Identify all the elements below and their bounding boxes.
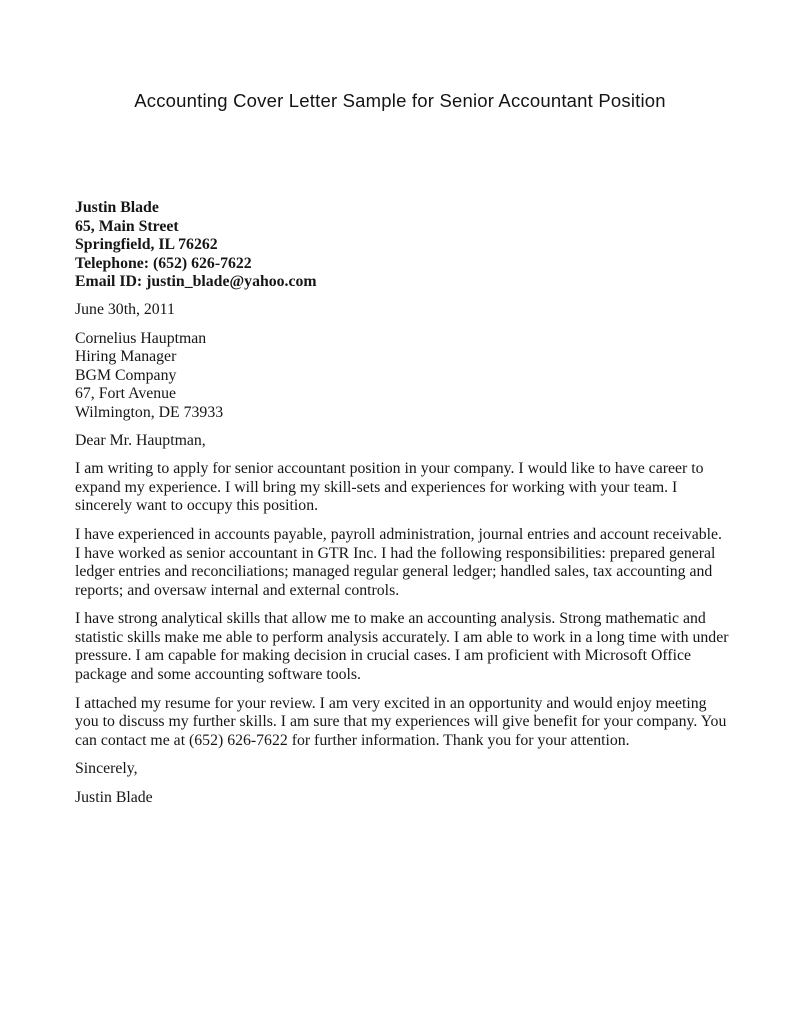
recipient-address-line1: 67, Fort Avenue — [75, 385, 177, 403]
recipient-company: BGM Company — [75, 366, 177, 384]
sender-block — [75, 199, 730, 292]
letter-date: June 30th, 2011 — [75, 300, 175, 318]
page-title: Accounting Cover Letter Sample for Senior Accountant Position — [134, 90, 666, 111]
letter-body — [0, 199, 800, 808]
body-paragraph-4: I attached my resume for your review. I am very excited in an opportunity and would enjoy meeting you to discuss my further skills. I am sure that my experiences will give benefit for your company. You can contact me at (652) 626-7622 for further information. Thank you for your attention. — [75, 694, 727, 749]
sender-email: Email ID: justin_blade@yahoo.com — [75, 273, 317, 291]
signature: Justin Blade — [75, 789, 153, 807]
sender-name: Justin Blade — [75, 199, 159, 216]
salutation: Dear Mr. Hauptman, — [75, 431, 206, 449]
body-paragraph-3: I have strong analytical skills that allow me to make an accounting analysis. Strong mathematic and statistic skills make me able to perform analysis accurately. I am able to work in a long time with under pressure. I am capable for making decision in crucial cases. I am proficient with Microsoft Office package and some accounting software tools. — [75, 610, 729, 684]
closing: Sincerely, — [75, 760, 138, 778]
recipient-name: Cornelius Hauptman — [75, 329, 207, 347]
body-paragraph-2: I have experienced in accounts payable, payroll administration, journal entries and account receivable. I have worked as senior accountant in GTR Inc. I had the following responsibilities: prepared general ledger entries and reconciliations; managed regular general ledger; handled sales, tax accounting and reports; and oversaw internal and external controls. — [75, 525, 722, 599]
sender-telephone: Telephone: (652) 626-7622 — [75, 254, 252, 272]
sender-address-line1: 65, Main Street — [75, 217, 179, 235]
body-paragraph-1: I am writing to apply for senior accountant position in your company. I would like to have career to expand my experience. I will bring my skill-sets and experiences for working with your team. I sincerely want to occupy this position. — [75, 460, 704, 515]
recipient-block — [75, 330, 730, 423]
recipient-job-title: Hiring Manager — [75, 348, 177, 366]
sender-address-line2: Springfield, IL 76262 — [75, 236, 218, 254]
recipient-address-line2: Wilmington, DE 73933 — [75, 403, 224, 421]
